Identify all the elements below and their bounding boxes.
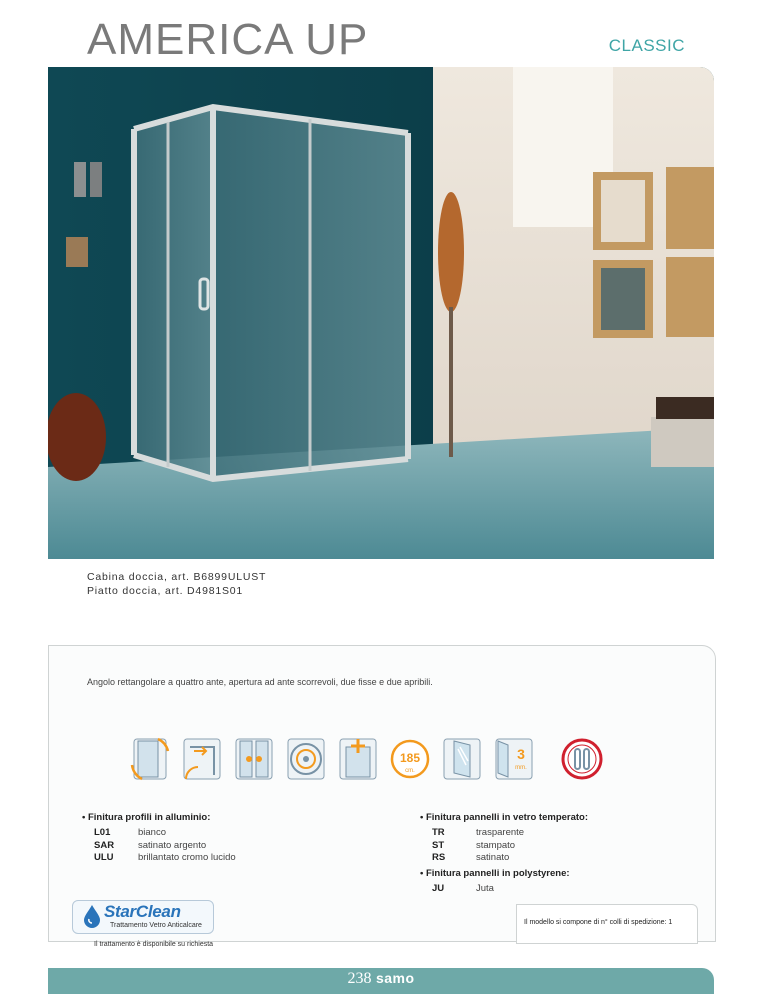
- finish-label: bianco: [138, 827, 166, 838]
- finish-code: TR: [432, 827, 445, 838]
- thickness-value: 3: [517, 746, 525, 762]
- handle-icon: [560, 735, 604, 783]
- finish-label: brillantato cromo lucido: [138, 852, 236, 863]
- spec-panel: [48, 645, 716, 942]
- product-description: Angolo rettangolare a quattro ante, apertura ad ante scorrevoli, due fisse e due apribili.: [87, 677, 433, 687]
- caption-cabin: Cabina doccia, art. B6899ULUST: [87, 571, 267, 583]
- thickness-unit: mm.: [515, 765, 527, 771]
- shipping-note: Il modello si compone di n° colli di spedizione: 1: [524, 919, 673, 926]
- photo-caption: [87, 570, 266, 598]
- finish-polystyrene: [420, 868, 570, 896]
- series-subtitle: CLASSIC: [608, 36, 685, 55]
- finish-polystyrene-title: • Finitura pannelli in polystyrene:: [420, 868, 570, 879]
- finish-code: L01: [94, 827, 111, 838]
- product-photo: [48, 67, 714, 559]
- finish-row: [420, 883, 570, 896]
- water-drop-icon: [82, 904, 102, 928]
- finish-glass-title: • Finitura pannelli in vetro temperato:: [420, 812, 589, 823]
- page-footer: [48, 968, 714, 994]
- height-unit: cm.: [405, 768, 415, 774]
- finish-row: [420, 827, 588, 840]
- finish-row: [420, 840, 588, 853]
- brand-name: samo: [375, 970, 415, 986]
- starclean-note: Il trattamento è disponibile su richiesta: [94, 941, 214, 948]
- height-185-icon: [388, 735, 432, 783]
- sliding-door-icon: [180, 735, 224, 783]
- finish-row: [420, 852, 588, 865]
- starclean-subtitle: Trattamento Vetro Anticalcare: [110, 922, 202, 929]
- height-value: 185: [399, 751, 421, 765]
- finish-profiles: [82, 812, 236, 865]
- tempered-glass-icon: [440, 735, 484, 783]
- finish-code: RS: [432, 852, 446, 863]
- extension-plus-icon: [336, 735, 380, 783]
- finish-code: SAR: [94, 839, 115, 851]
- rotate-panel-icon: [128, 735, 172, 783]
- finish-label: satinato: [476, 852, 510, 863]
- page-number: 238: [347, 970, 372, 987]
- finish-code: ULU: [94, 852, 114, 863]
- finish-label: satinato argento: [138, 839, 207, 851]
- finish-code: ST: [432, 839, 445, 851]
- circular-knob-icon: [284, 735, 328, 783]
- glass-thickness-icon: [492, 735, 536, 783]
- finish-label: trasparente: [476, 827, 525, 838]
- starclean-logo: StarClean: [104, 902, 181, 921]
- finish-label: Juta: [476, 883, 494, 894]
- finish-label: stampato: [476, 839, 516, 851]
- sliding-center-icon: [232, 735, 276, 783]
- finish-profiles-title: • Finitura profili in alluminio:: [82, 812, 211, 823]
- caption-tray: Piatto doccia, art. D4981S01: [87, 585, 244, 597]
- finish-code: JU: [432, 883, 445, 894]
- footer-text: [48, 970, 714, 988]
- page-title: AMERICA UP: [87, 15, 369, 64]
- finish-glass: [420, 812, 588, 865]
- finish-row: [82, 852, 236, 865]
- finish-row: [82, 840, 236, 853]
- finish-row: [82, 827, 236, 840]
